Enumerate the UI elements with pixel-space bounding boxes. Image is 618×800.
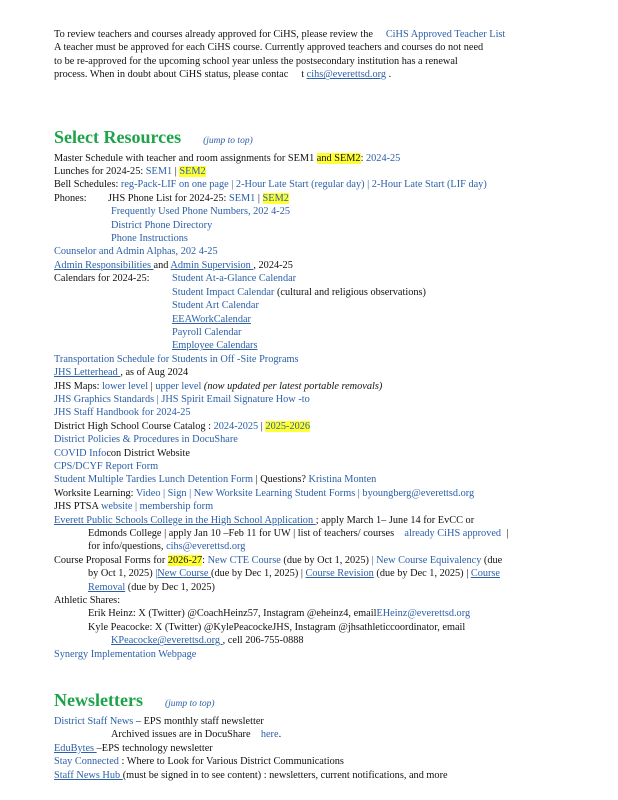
text: : [202, 554, 208, 566]
text: JHS Maps: [54, 380, 103, 392]
email-signature-link[interactable]: | JHS Spirit Email Signature How -to [154, 393, 310, 405]
section-title: Select Resources [54, 126, 182, 147]
text: –EPS technology newsletter [96, 742, 213, 754]
student-art-calendar-link[interactable]: Student Art Calendar [172, 300, 259, 312]
district-policies-link[interactable]: District Policies & Procedures in DocuShare [54, 434, 238, 446]
select-resources-heading [54, 126, 588, 152]
catalog-2024-link[interactable]: 2024-2025 [213, 420, 259, 432]
text: District High School Course Catalog : [54, 420, 214, 432]
bell-late-start-link[interactable]: | 2-Hour Late Start (regular day) [228, 179, 365, 191]
covid-info-link[interactable]: COVID Info [54, 447, 107, 459]
athletic-shares-label: Athletic Shares: [54, 595, 121, 607]
ptsa-website-link[interactable]: website [100, 501, 133, 513]
text: Erik Heinz: X (Twitter) @CoachHeinz57, Instagram @eheinz4, email [88, 608, 377, 620]
text: (due by Oct 1, 2025) [280, 554, 372, 566]
text: Archived issues are in DocuShare [111, 729, 251, 741]
college-in-high-school-link[interactable]: Everett Public Schools College in the High School Application [54, 514, 316, 526]
course-revision-link[interactable]: Course Revision [305, 568, 374, 580]
text: – EPS monthly staff newsletter [133, 716, 264, 728]
worksite-forms-link[interactable]: | New Worksite Learning Student Forms [186, 487, 356, 499]
text: (must be signed in to see content) : newsletters, current notifications, and more [122, 769, 448, 781]
course-removal-link[interactable]: Course [470, 568, 500, 580]
text: JHS PTSA [54, 501, 101, 513]
course-removal-link-2[interactable]: Removal [88, 581, 126, 593]
text: , as of Aug 2024 [120, 367, 189, 379]
text: , 2024-25 [253, 259, 293, 271]
master-schedule-link[interactable]: 2024-25 [366, 152, 401, 164]
archive-here-link[interactable]: here [260, 729, 279, 741]
intro-text: A teacher must be approved for each CiHS course. Currently approved teachers and courses do not need [54, 42, 484, 54]
text: (due by Dec 1, 2025) | [211, 568, 306, 580]
kristina-monten-link[interactable]: Kristina Monten [308, 474, 377, 486]
text: Worksite Learning: [54, 487, 136, 499]
stay-connected-link[interactable]: Stay Connected [54, 756, 122, 768]
text: Master Schedule with teacher and room assignments for SEM1 [54, 152, 317, 164]
text: Phones: [54, 192, 87, 204]
staff-handbook-link[interactable]: JHS Staff Handbook for 2024-25 [54, 407, 191, 419]
jhs-letterhead-link[interactable]: JHS Letterhead [54, 367, 121, 379]
admin-supervision-link[interactable]: Admin Supervision [170, 259, 254, 271]
transportation-schedule-link[interactable]: Transportation Schedule for Students in Off -Site Programs [54, 353, 299, 365]
text: | Questions? [253, 474, 309, 486]
payroll-calendar-link[interactable]: Payroll Calendar [172, 326, 242, 338]
intro-text: to be re-approved for the upcoming school year unless the postsecondary institution has a renewal [54, 55, 458, 67]
highlight-text: 2026-27 [167, 554, 203, 566]
kpeacocke-email-link[interactable]: KPeacocke@everettsd.org [111, 635, 223, 647]
eea-work-calendar-link[interactable]: EEAWorkCalendar [172, 313, 251, 325]
intro-text: . [388, 69, 392, 81]
text: Kyle Peacocke: X (Twitter) @KylePeacockeJHS, Instagram @jhsathleticcoordinator, email [88, 621, 466, 633]
section-title: Newsletters [54, 690, 143, 711]
text: (cultural and religious observations) [274, 286, 426, 298]
text: Edmonds College | apply Jan 10 –Feb 11 for UW | list of teachers/ courses [88, 528, 395, 539]
jump-to-top-link[interactable]: (jump to top) [203, 135, 253, 146]
new-cte-course-link[interactable]: New CTE Course [207, 554, 281, 566]
text: Calendars for 2024-25: [54, 273, 150, 285]
cihs-intro [54, 28, 588, 82]
admin-responsibilities-link[interactable]: Admin Responsibilities [54, 259, 154, 271]
text: Bell Schedules: [54, 179, 121, 191]
lunch-sem1-link[interactable]: SEM1 [145, 166, 173, 178]
worksite-sign-link[interactable]: | Sign [160, 487, 187, 499]
text: (now updated per latest portable removals) [201, 380, 383, 392]
text: for info/questions, [88, 541, 167, 553]
frequent-phone-numbers-link[interactable]: Frequently Used Phone Numbers, 202 4-25 [111, 206, 291, 218]
district-phone-directory-link[interactable]: District Phone Directory [111, 219, 213, 231]
jump-to-top-link[interactable]: (jump to top) [164, 699, 215, 710]
text: (due [481, 554, 503, 566]
student-calendar-link[interactable]: Student At-a-Glance Calendar [172, 273, 297, 285]
synergy-webpage-link[interactable]: Synergy Implementation Webpage [54, 648, 197, 660]
text: : [360, 152, 366, 164]
phones-sem1-link[interactable]: SEM1 [229, 192, 256, 204]
text: con District Website [106, 447, 190, 459]
cihs-email-link-2[interactable]: cihs@everettsd.org [166, 541, 246, 553]
text: | [172, 166, 180, 178]
text: (due by Dec 1, 2025) | [373, 568, 471, 580]
text: by Oct 1, 2025) [88, 568, 156, 580]
new-course-link[interactable]: |New Course [155, 568, 212, 580]
text: Course Proposal Forms for [54, 554, 168, 566]
upper-level-map-link[interactable]: upper level [155, 380, 202, 392]
ptsa-membership-link[interactable]: | membership form [132, 501, 214, 513]
byoungberg-email-link[interactable]: | byoungberg@everettsd.org [355, 487, 475, 499]
cihs-approved-link[interactable]: already CiHS approved [404, 528, 502, 539]
text: , cell 206-755-0888 [222, 635, 304, 647]
eheinz-email-link[interactable]: EHeinz@everettsd.org [376, 608, 471, 620]
lunch-sem2-link[interactable]: SEM2 [179, 166, 206, 178]
highlight-text: and SEM2 [316, 152, 361, 164]
text: | [258, 420, 266, 432]
phone-instructions-link[interactable]: Phone Instructions [111, 233, 188, 245]
tardies-form-link[interactable]: Student Multiple Tardies Lunch Detention Form [54, 474, 253, 486]
phones-sem2-link[interactable]: SEM2 [262, 192, 289, 204]
district-staff-news-link[interactable]: District Staff News [54, 716, 134, 728]
text: ; apply March 1– June 14 for EvCC or [315, 514, 475, 526]
intro-text: t [301, 69, 305, 81]
graphics-standards-link[interactable]: JHS Graphics Standards [54, 393, 155, 405]
intro-text: To review teachers and courses already approved for CiHS, please review the [54, 29, 373, 40]
bell-late-start-lif-link[interactable]: | 2-Hour Late Start (LIF day) [364, 179, 487, 191]
bell-reg-link[interactable]: reg-Pack-LIF on one page [120, 179, 229, 191]
text: . [278, 729, 282, 741]
counselor-alphas-link[interactable]: Counselor and Admin Alphas, 202 4-25 [54, 246, 218, 258]
student-impact-calendar-link[interactable]: Student Impact Calendar [172, 286, 275, 298]
text: (due by Dec 1, 2025) [125, 581, 215, 593]
text: Lunches for 2024-25: [54, 166, 146, 178]
catalog-2025-link[interactable]: 2025-2026 [265, 420, 311, 432]
worksite-video-link[interactable]: Video [135, 487, 161, 499]
course-equivalency-link[interactable]: | New Course Equivalency [371, 554, 482, 566]
newsletters-heading [54, 689, 588, 715]
employee-calendars-link[interactable]: Employee Calendars [172, 340, 258, 352]
text: | [255, 192, 263, 204]
cps-report-link[interactable]: CPS/DCYF Report Form [54, 460, 159, 472]
text: | [148, 380, 156, 392]
text: JHS Phone List for 2024-25: [108, 192, 229, 204]
text: and [153, 259, 171, 271]
intro-text: process. When in doubt about CiHS status, please contac [54, 69, 289, 81]
lower-level-map-link[interactable]: lower level [102, 380, 149, 392]
edubytes-link[interactable]: EduBytes [54, 742, 97, 754]
text: : Where to Look for Various District Communications [121, 756, 344, 768]
text: | [506, 528, 509, 539]
staff-news-hub-link[interactable]: Staff News Hub [54, 769, 123, 781]
cihs-email-link[interactable]: cihs@everettsd.org [306, 69, 386, 81]
cihs-approved-teacher-list-link[interactable]: CiHS Approved Teacher List [385, 29, 506, 40]
